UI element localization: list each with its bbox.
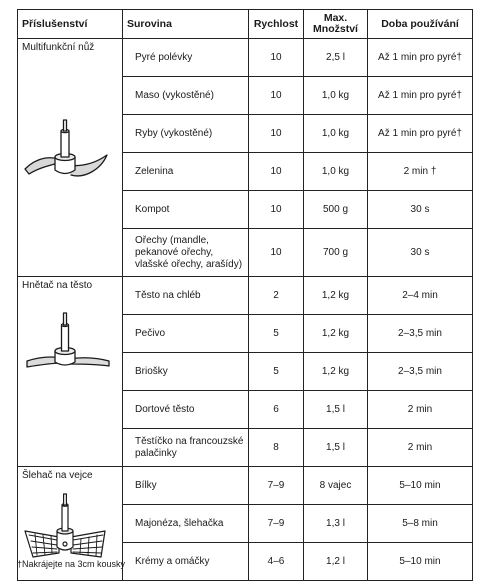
speed-cell: 4–6 [249, 543, 304, 581]
time-cell: Až 1 min pro pyré† [368, 77, 473, 115]
quantity-cell: 1,0 kg [304, 153, 368, 191]
time-cell: 2 min [368, 391, 473, 429]
speed-cell: 5 [249, 315, 304, 353]
time-cell: 30 s [368, 191, 473, 229]
ingredient-cell: Ryby (vykostěné) [123, 115, 249, 153]
footnote: †Nakrájejte na 3cm kousky [17, 559, 126, 569]
speed-cell: 8 [249, 429, 304, 467]
header-row [18, 10, 473, 39]
ingredient-cell: Pyré polévky [123, 39, 249, 77]
quantity-cell: 1,2 kg [304, 315, 368, 353]
ingredient-cell: Pečivo [123, 315, 249, 353]
accessory-name: Hnětač na těsto [22, 280, 93, 291]
speed-cell: 5 [249, 353, 304, 391]
time-cell: 2 min † [368, 153, 473, 191]
speed-cell: 6 [249, 391, 304, 429]
time-cell: 2–3,5 min [368, 353, 473, 391]
accessory-name: Multifunkční nůž [22, 42, 95, 53]
header-accessory: Příslušenství [18, 10, 123, 39]
ingredient-cell: Ořechy (mandle, pekanové ořechy, vlašské ořechy, arašídy) [123, 229, 249, 277]
ingredient-cell: Dortové těsto [123, 391, 249, 429]
ingredient-cell: Majonéza, šlehačka [123, 505, 249, 543]
quantity-cell: 700 g [304, 229, 368, 277]
quantity-cell: 2,5 l [304, 39, 368, 77]
quantity-cell: 1,0 kg [304, 77, 368, 115]
speed-cell: 7–9 [249, 467, 304, 505]
ingredient-cell: Krémy a omáčky [123, 543, 249, 581]
time-cell: 2 min [368, 429, 473, 467]
ingredient-cell: Briošky [123, 353, 249, 391]
time-cell: 2–4 min [368, 277, 473, 315]
quantity-cell: 1,2 l [304, 543, 368, 581]
time-cell: 5–8 min [368, 505, 473, 543]
ingredient-cell: Těstíčko na francouzské palačinky [123, 429, 249, 467]
time-cell: Až 1 min pro pyré† [368, 115, 473, 153]
speed-cell: 10 [249, 115, 304, 153]
header-ingredient: Surovina [123, 10, 249, 39]
speed-cell: 10 [249, 39, 304, 77]
accessory-cell-kneader [18, 277, 123, 467]
header-speed: Rychlost [249, 10, 304, 39]
header-max-quantity: Max. Množství [304, 10, 368, 39]
accessory-cell-blade [18, 39, 123, 277]
time-cell: 30 s [368, 229, 473, 277]
quantity-cell: 1,2 kg [304, 277, 368, 315]
speed-cell: 10 [249, 77, 304, 115]
ingredient-cell: Bílky [123, 467, 249, 505]
table-row [18, 39, 473, 77]
time-cell: Až 1 min pro pyré† [368, 39, 473, 77]
quantity-cell: 500 g [304, 191, 368, 229]
table-row [18, 277, 473, 315]
speed-cell: 2 [249, 277, 304, 315]
egg-whisk-icon [21, 489, 113, 561]
time-cell: 5–10 min [368, 467, 473, 505]
speed-cell: 7–9 [249, 505, 304, 543]
multifunction-blade-icon [21, 117, 113, 189]
time-cell: 2–3,5 min [368, 315, 473, 353]
speed-cell: 10 [249, 191, 304, 229]
table-row [18, 467, 473, 505]
time-cell: 5–10 min [368, 543, 473, 581]
ingredient-cell: Maso (vykostěné) [123, 77, 249, 115]
ingredient-cell: Zelenina [123, 153, 249, 191]
quantity-cell: 1,0 kg [304, 115, 368, 153]
ingredient-cell: Kompot [123, 191, 249, 229]
speed-cell: 10 [249, 229, 304, 277]
accessory-usage-table [17, 9, 473, 581]
quantity-cell: 1,5 l [304, 429, 368, 467]
header-usage-time: Doba používání [368, 10, 473, 39]
quantity-cell: 1,5 l [304, 391, 368, 429]
quantity-cell: 8 vajec [304, 467, 368, 505]
accessory-name: Šlehač na vejce [22, 470, 93, 481]
quantity-cell: 1,3 l [304, 505, 368, 543]
ingredient-cell: Těsto na chléb [123, 277, 249, 315]
quantity-cell: 1,2 kg [304, 353, 368, 391]
speed-cell: 10 [249, 153, 304, 191]
dough-kneader-icon [21, 307, 113, 379]
